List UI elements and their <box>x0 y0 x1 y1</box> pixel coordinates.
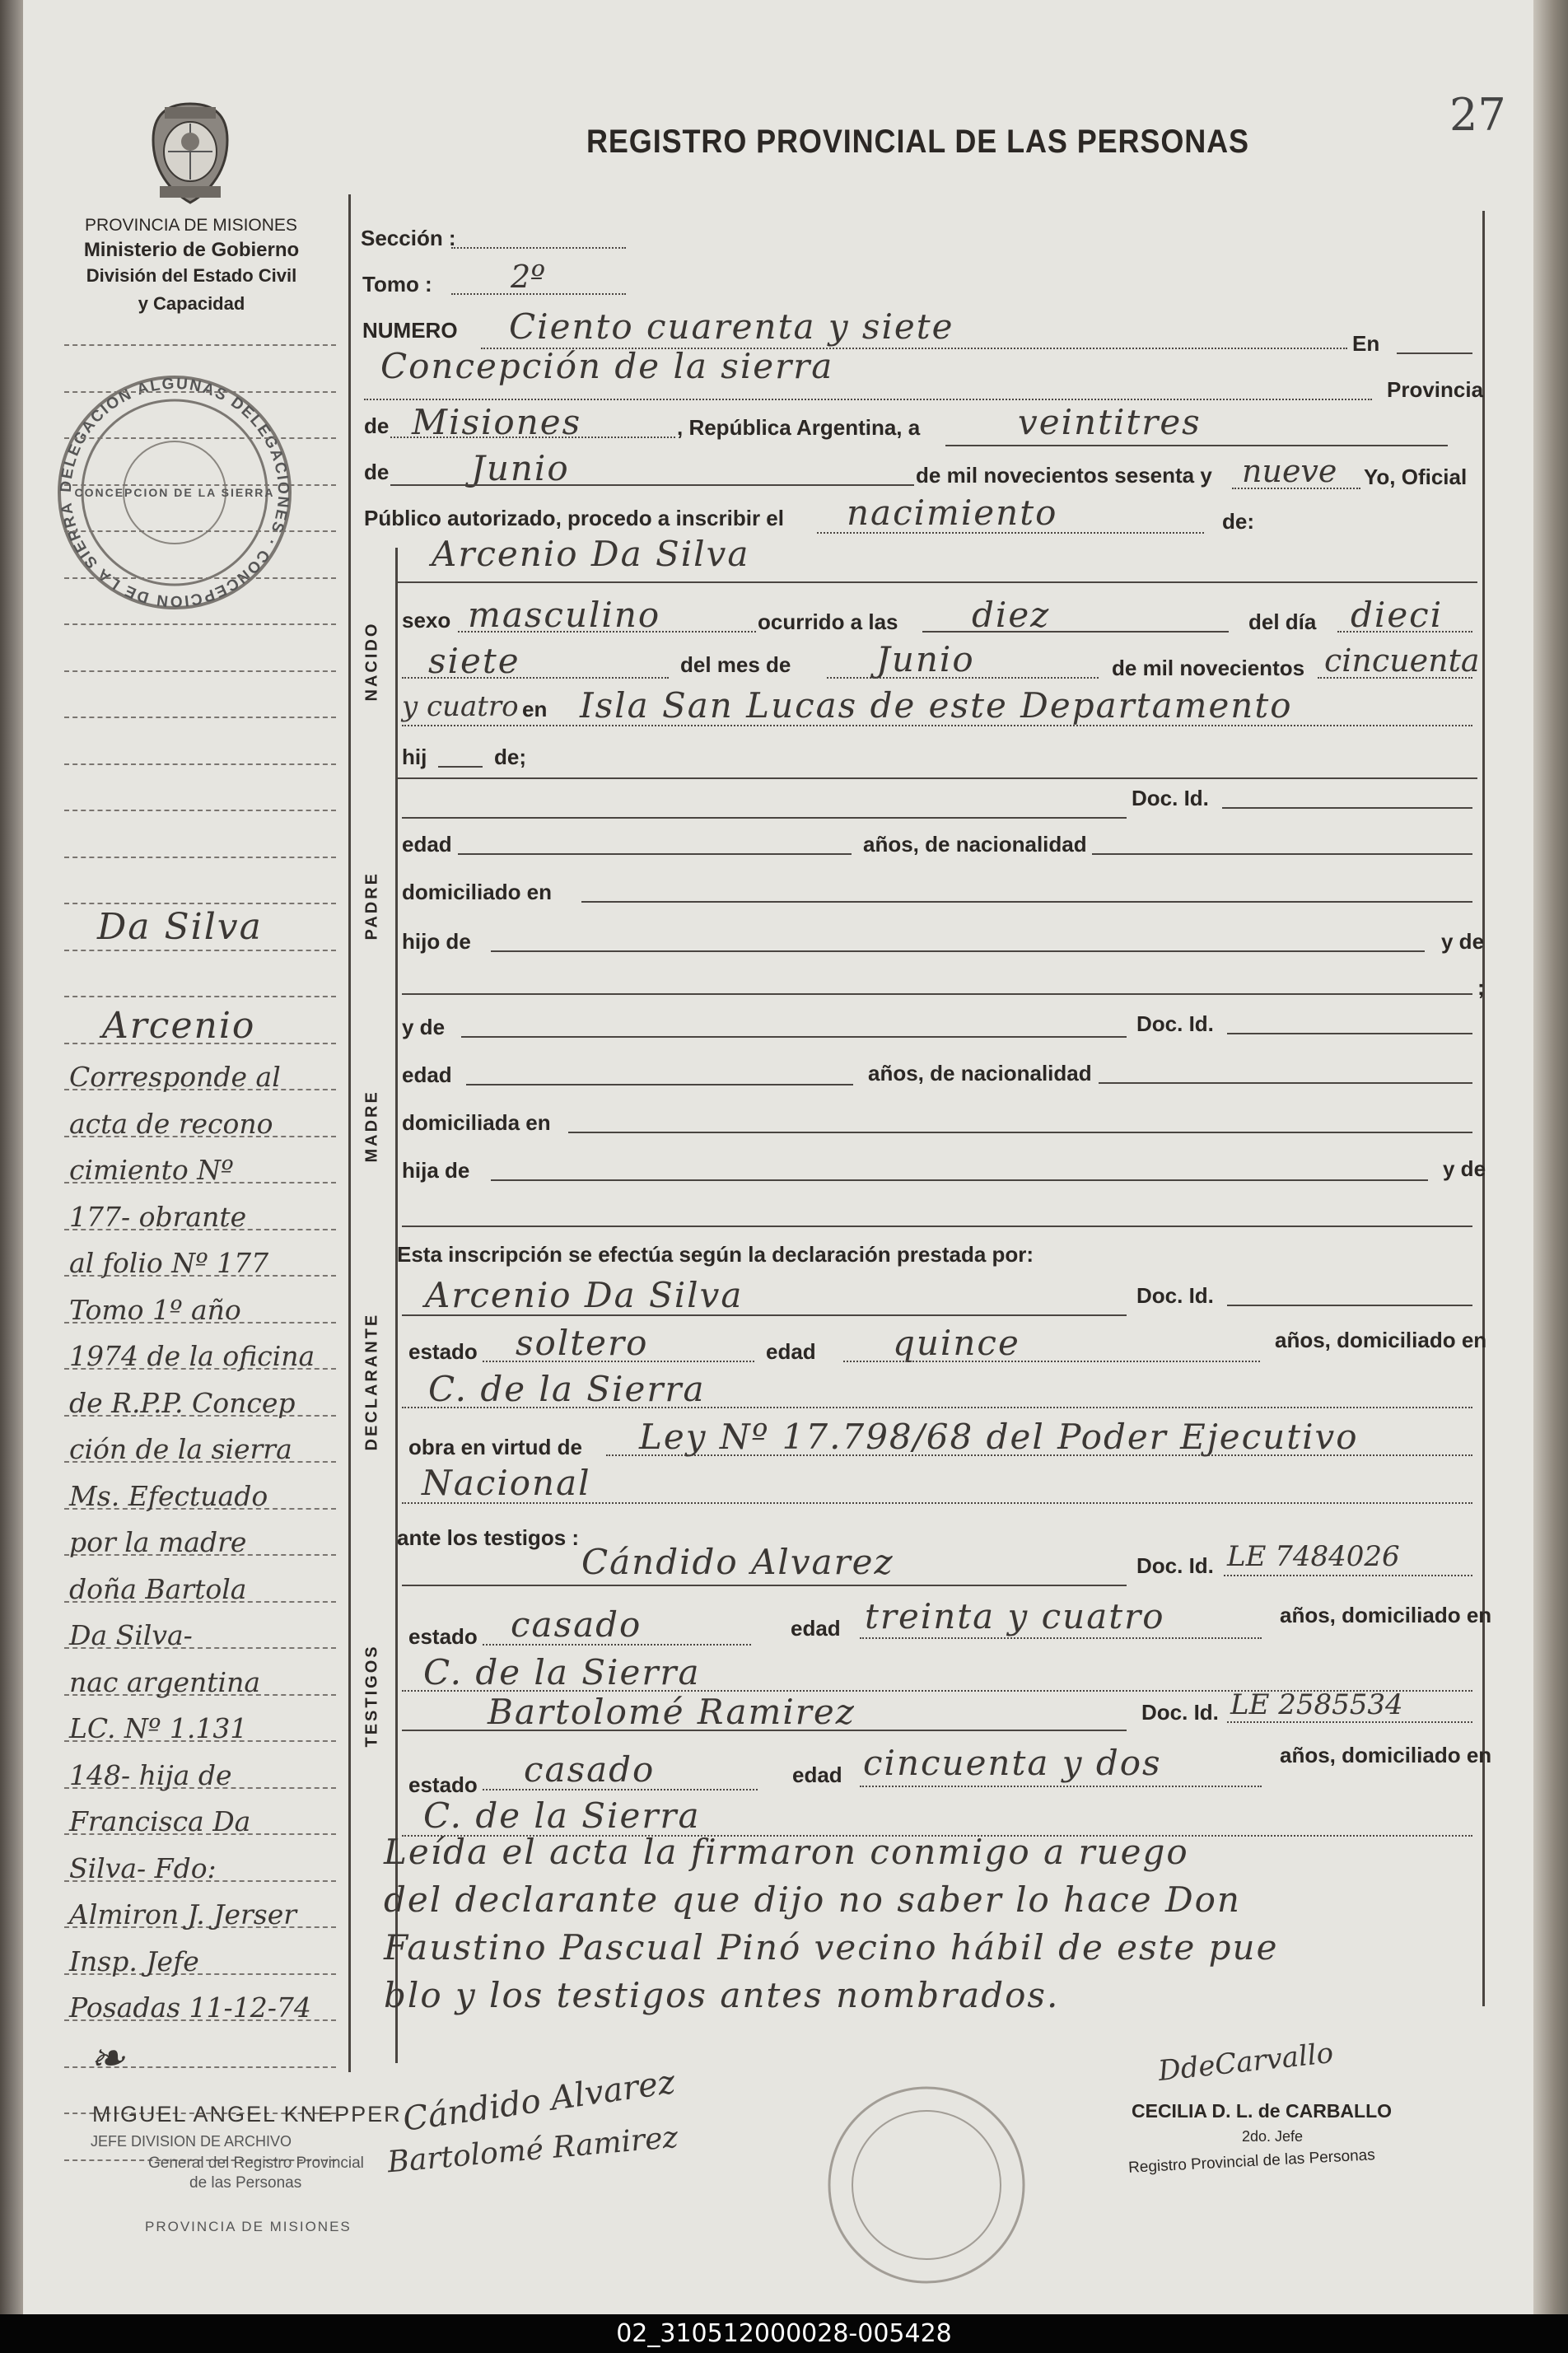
margin-surname: Da Silva <box>97 906 263 948</box>
padre-nacionalidad-field <box>1092 853 1472 855</box>
madre-domicilio-field <box>568 1132 1472 1133</box>
margin-rule-line <box>64 763 336 765</box>
testigo2-edad[interactable]: cincuenta y dos <box>863 1743 1162 1783</box>
de-colon: de: <box>1222 509 1254 534</box>
coat-of-arms-icon <box>142 100 239 206</box>
org-line-3: División del Estado Civil <box>86 265 297 286</box>
margin-note-line: Francisca Da <box>69 1805 251 1837</box>
left-signatory-title-1: JEFE DIVISION DE ARCHIVO <box>91 2133 292 2150</box>
margin-note-line: Silva- Fdo: <box>69 1851 217 1884</box>
madre-nacionalidad-label: años, de nacionalidad <box>868 1061 1092 1085</box>
year-field <box>1232 488 1360 489</box>
right-signatory-title-2: Registro Provincial de las Personas <box>1127 2146 1376 2177</box>
right-signatory-name: CECILIA D. L. de CARBALLO <box>1132 2100 1393 2122</box>
obra-field <box>606 1454 1472 1456</box>
testigo1-edad-label: edad <box>791 1616 841 1641</box>
province-value[interactable]: Misiones <box>412 402 582 442</box>
padre-edad-field <box>458 853 852 855</box>
margin-note-line: al folio Nº 177 <box>69 1247 269 1279</box>
official-stamp-left <box>51 369 298 616</box>
hij-de-label: de; <box>494 745 526 769</box>
margin-note-line: Corresponde al <box>69 1061 281 1093</box>
publico-label: Público autorizado, procedo a inscribir el <box>364 506 784 530</box>
testigo1-edad-field <box>860 1637 1262 1639</box>
tomo-label: Tomo : <box>362 272 432 296</box>
madre-name-field <box>461 1036 1127 1038</box>
margin-rule-line <box>64 437 336 439</box>
left-signatory-title-4: PROVINCIA DE MISIONES <box>145 2219 352 2234</box>
margin-rule-line <box>64 484 336 486</box>
margin-note-line: por la madre <box>69 1526 247 1558</box>
madre-nacionalidad-field <box>1099 1082 1472 1084</box>
image-reference-footer: 02_310512000028-005428 <box>0 2314 1568 2353</box>
seccion-field[interactable] <box>451 247 626 249</box>
place-value[interactable]: Concepción de la sierra <box>380 346 834 386</box>
signature-witness-1: Cándido Alvarez <box>400 2063 678 2139</box>
dia-value[interactable]: dieci <box>1351 595 1444 635</box>
testigo1-name[interactable]: Cándido Alvarez <box>581 1542 894 1582</box>
republica-label: , República Argentina, a <box>677 415 921 440</box>
numero-label: NUMERO <box>362 318 458 343</box>
page-edge <box>1533 0 1568 2314</box>
margin-rule-line <box>64 577 336 579</box>
madre-bottom-line <box>402 1226 1472 1227</box>
margin-rule-line <box>64 996 336 997</box>
margin-rule-line <box>64 530 336 532</box>
margin-note-line: Tomo 1º año <box>69 1293 241 1326</box>
margin-note-line: Posadas 11-12-74 <box>69 1991 311 2024</box>
closing-line-1: Leída el acta la firmaron conmigo a ruego <box>384 1832 1189 1872</box>
tomo-value[interactable]: 2º <box>511 259 546 295</box>
page-number: 27 <box>1449 89 1506 141</box>
margin-note-line: ción de la sierra <box>69 1433 292 1465</box>
testigo2-dom-label: años, domiciliado en <box>1280 1743 1492 1767</box>
acto-field <box>817 532 1204 534</box>
margin-given-name: Arcenio <box>102 1005 256 1047</box>
day-value[interactable]: veintitres <box>1018 402 1202 442</box>
declarante-name-line <box>402 1314 1127 1316</box>
testigo2-doc-label: Doc. Id. <box>1141 1700 1219 1725</box>
margin-rule-line <box>64 810 336 811</box>
testigo1-dom-label: años, domiciliado en <box>1280 1603 1492 1627</box>
dia-field-2 <box>402 677 669 679</box>
margin-note-line: 1974 de la oficina <box>69 1340 315 1372</box>
declarante-domicilio-label: años, domiciliado en <box>1275 1328 1487 1352</box>
seccion-label: Sección : <box>361 226 456 250</box>
madre-edad-field <box>466 1084 853 1085</box>
padre-hijo-label: hijo de <box>402 929 471 954</box>
margin-rule-line <box>64 391 336 393</box>
madre-doc-label: Doc. Id. <box>1136 1011 1214 1036</box>
testigo1-doc-field <box>1224 1575 1472 1576</box>
declarante-estado-field <box>483 1361 754 1362</box>
mil-label-2: de mil novecientos <box>1112 656 1305 680</box>
provincia-label: Provincia <box>1387 377 1484 402</box>
margin-note-line: cimiento Nº <box>69 1154 234 1186</box>
padre-semicolon: ; <box>1477 975 1485 1000</box>
padre-doc-field <box>1222 807 1472 809</box>
testigo2-name[interactable]: Bartolomé Ramirez <box>488 1692 856 1732</box>
padre-y-de-field <box>402 993 1472 995</box>
oficial-label: Yo, Oficial <box>1364 465 1468 489</box>
declarante-doc-field <box>1227 1305 1472 1306</box>
margin-rule-line <box>64 344 336 346</box>
hij-label: hij <box>402 745 427 769</box>
hora-field <box>922 631 1229 633</box>
margin-note-line: 148- hija de <box>69 1758 232 1791</box>
testigo2-estado[interactable]: casado <box>524 1749 656 1790</box>
margin-note-line: LC. Nº 1.131 <box>69 1712 248 1744</box>
nacido-label: NACIDO <box>362 621 381 702</box>
left-signatory-name: MIGUEL ANGEL KNEPPER <box>92 2102 402 2127</box>
declarante-estado-label: estado <box>408 1339 478 1364</box>
testigo2-edad-label: edad <box>792 1762 842 1787</box>
testigo2-estado-field <box>483 1789 758 1790</box>
madre-y-de-label-2: y de <box>1443 1156 1486 1181</box>
margin-note-line: 177- obrante <box>69 1200 247 1233</box>
margin-rule-line <box>64 670 336 672</box>
org-line-4: y Capacidad <box>138 293 245 314</box>
declarante-domicilio-value[interactable]: C. de la Sierra <box>428 1369 706 1409</box>
declarante-edad-field <box>843 1361 1260 1362</box>
padre-domicilio-label: domiciliado en <box>402 880 553 904</box>
province-field <box>390 437 675 438</box>
signature-officer: DdeCarvallo <box>1156 2036 1335 2089</box>
madre-doc-field <box>1227 1033 1472 1034</box>
padre-doc-label: Doc. Id. <box>1132 786 1209 810</box>
left-signatory-title-3: de las Personas <box>189 2174 302 2192</box>
sexo-value[interactable]: masculino <box>468 595 661 635</box>
acto-value[interactable]: nacimiento <box>847 493 1058 533</box>
del-mes-label: del mes de <box>680 652 791 677</box>
stamp-inner-text: CONCEPCION DE LA SIERRA <box>74 486 275 499</box>
en-label: En <box>1352 331 1380 356</box>
right-signatory-title-1: 2do. Jefe <box>1242 2128 1304 2145</box>
month-value[interactable]: Junio <box>471 448 570 488</box>
padre-label: PADRE <box>362 871 381 941</box>
sexo-label: sexo <box>402 608 451 633</box>
sexo-field <box>458 631 756 633</box>
year-value[interactable]: nueve <box>1242 453 1337 489</box>
closing-line-2: del declarante que dijo no saber lo hace Don <box>384 1879 1241 1920</box>
testigo1-estado-label: estado <box>408 1624 478 1649</box>
nacido-bottom-line <box>395 777 1477 779</box>
testigo1-dom[interactable]: C. de la Sierra <box>423 1652 701 1692</box>
month-field <box>390 484 914 486</box>
hij-field <box>438 766 483 768</box>
testigo1-edad[interactable]: treinta y cuatro <box>865 1596 1165 1636</box>
madre-edad-label: edad <box>402 1062 452 1087</box>
hora-value[interactable]: diez <box>972 595 1051 635</box>
obra-label: obra en virtud de <box>408 1435 582 1459</box>
margin-note-line: acta de recono <box>69 1107 273 1140</box>
testigos-intro: ante los testigos : <box>397 1525 580 1550</box>
madre-hija-field <box>491 1179 1428 1181</box>
margin-note-line: Insp. Jefe <box>69 1944 199 1977</box>
madre-domicilio-label: domiciliada en <box>402 1110 551 1135</box>
org-line-1: PROVINCIA DE MISIONES <box>85 216 297 235</box>
left-signatory-title-2: General del Registro Provincial <box>148 2155 364 2172</box>
en-field <box>1397 352 1472 354</box>
closing-line-4: blo y los testigos antes nombrados. <box>384 1975 1060 2015</box>
testigo2-name-line <box>402 1730 1127 1731</box>
padre-y-de-label: y de <box>1441 929 1485 954</box>
margin-note-line: Ms. Efectuado <box>69 1479 268 1512</box>
lugar-field <box>402 725 1472 726</box>
obra-value-2[interactable]: Nacional <box>422 1463 591 1503</box>
declarante-doc-label: Doc. Id. <box>1136 1283 1214 1308</box>
margin-rule-line <box>64 903 336 904</box>
margin-note-line: nac argentina <box>69 1665 260 1698</box>
signature-left: ❧ <box>87 2033 128 2085</box>
testigo2-doc-field <box>1227 1721 1472 1723</box>
margin-note-line: de R.P.P. Concep <box>69 1386 296 1419</box>
testigo1-doc-label: Doc. Id. <box>1136 1553 1214 1578</box>
anio-field <box>1318 677 1472 679</box>
de-label: de <box>364 413 390 438</box>
mes-value[interactable]: Junio <box>876 639 975 679</box>
declarante-label: DECLARANTE <box>362 1312 381 1451</box>
closing-line-3: Faustino Pascual Pinó vecino hábil de este pue <box>384 1927 1279 1968</box>
registrant-name-line <box>395 581 1477 583</box>
declaracion-intro: Esta inscripción se efectúa según la declaración prestada por: <box>397 1242 1034 1267</box>
padre-hijo-field <box>491 950 1425 952</box>
del-dia-label: del día <box>1248 609 1317 634</box>
mes-field <box>827 677 1099 679</box>
testigo2-doc[interactable]: LE 2585534 <box>1230 1688 1403 1721</box>
testigo2-dom[interactable]: C. de la Sierra <box>423 1795 701 1836</box>
testigo1-estado[interactable]: casado <box>511 1604 642 1645</box>
declarante-edad-value[interactable]: quince <box>893 1323 1020 1363</box>
tomo-field <box>451 293 626 295</box>
margin-rule-line <box>64 950 336 951</box>
margin-note-line: Almiron J. Jerser <box>69 1898 297 1930</box>
testigo2-estado-label: estado <box>408 1772 478 1797</box>
testigo2-edad-field <box>860 1786 1262 1787</box>
padre-domicilio-field <box>581 901 1472 903</box>
registrant-name[interactable]: Arcenio Da Silva <box>432 534 750 574</box>
de-label-2: de <box>364 460 390 484</box>
org-line-2: Ministerio de Gobierno <box>83 239 300 261</box>
testigo1-doc[interactable]: LE 7484026 <box>1227 1540 1400 1573</box>
declarante-domicilio-field <box>402 1407 1472 1408</box>
margin-rule-line <box>64 623 336 625</box>
nacido-en-label: en <box>522 697 548 721</box>
padre-edad-label: edad <box>402 832 452 857</box>
margin-note-line: doña Bartola <box>69 1572 247 1605</box>
document-title: REGISTRO PROVINCIAL DE LAS PERSONAS <box>586 124 1249 160</box>
obra-value[interactable]: Ley Nº 17.798/68 del Poder Ejecutivo <box>639 1417 1359 1457</box>
declarante-name[interactable]: Arcenio Da Silva <box>425 1275 744 1315</box>
padre-name-line <box>402 817 1127 819</box>
day-field <box>945 445 1448 446</box>
stamp-ring-text: DELEGACION ALGUNAS DELEGACIONES · CONCEPCION DE LA SIERRA <box>57 375 292 610</box>
lugar-value[interactable]: Isla San Lucas de este Departamento <box>580 685 1293 726</box>
padre-nacionalidad-label: años, de nacionalidad <box>863 832 1087 857</box>
signature-witness-2: Bartolomé Ramirez <box>385 2120 679 2180</box>
right-frame-line <box>1482 211 1485 2006</box>
left-frame-line <box>348 194 351 2072</box>
margin-rule-line <box>64 857 336 858</box>
madre-label: MADRE <box>362 1090 381 1163</box>
official-stamp-right <box>824 2082 1029 2288</box>
anio-value-2[interactable]: y cuatro <box>402 690 519 723</box>
anio-value[interactable]: cincuenta <box>1324 642 1480 679</box>
dia-value-2[interactable]: siete <box>428 641 520 681</box>
declarante-edad-label: edad <box>766 1339 816 1364</box>
madre-y-de-label: y de <box>402 1015 446 1039</box>
ocurrido-label: ocurrido a las <box>758 609 898 634</box>
margin-rule-line <box>64 717 336 718</box>
testigo1-estado-field <box>483 1644 751 1646</box>
numero-value[interactable]: Ciento cuarenta y siete <box>509 306 954 347</box>
testigos-label: TESTIGOS <box>362 1644 381 1748</box>
margin-note-line: Da Silva- <box>69 1619 193 1651</box>
obra-field-2 <box>402 1502 1472 1504</box>
dia-field <box>1337 631 1472 633</box>
place-field <box>364 399 1372 400</box>
testigo1-name-line <box>402 1585 1127 1586</box>
mil-label: de mil novecientos sesenta y <box>916 463 1212 488</box>
madre-hija-label: hija de <box>402 1158 470 1183</box>
declarante-estado-value[interactable]: soltero <box>516 1323 649 1363</box>
